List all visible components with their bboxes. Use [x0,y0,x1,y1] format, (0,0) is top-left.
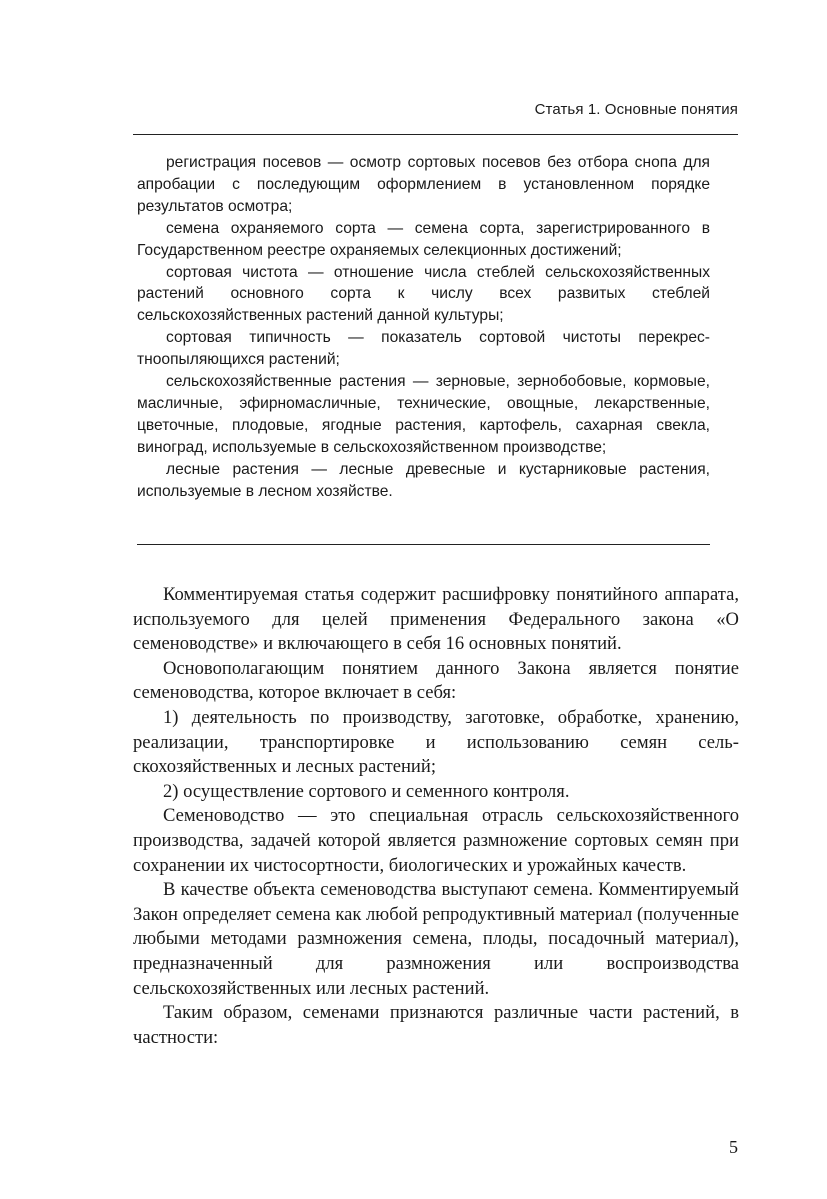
law-paragraph: семена охраняемого сорта — семена сорта, зарегистрированного в Государственном реестре охраняемых селекционных достижений; [137,219,710,259]
law-paragraph: регистрация посевов — осмотр сортовых посевов без отбора снопа для апробации с последующим оформлением в установленном порядке результатов осмотра; [137,154,710,215]
law-text-block [137,152,710,503]
commentary-paragraph: В качестве объекта семеноводства выступают семена. Комментируемый Закон определяет семена как любой репродуктивный материал (полученные любыми методами размножения семена, плоды, посадочный материал), предназначенный для размножения или воспроизводства сельскохозяйственных или лесных растений. [133,879,739,999]
page-number: 5 [729,1137,738,1157]
commentary-paragraph: Таким образом, семенами признаются различные части растений, в частности: [133,1002,739,1048]
commentary-paragraph: Основополагающим понятием данного Закона является понятие семеноводства, которое включает в себя: [133,657,739,704]
law-paragraph: сортовая чистота — отношение числа стеблей сельскохозяйственных растений основного сорта к числу всех развитых стеблей сельскохозяйственных растений данной культуры; [137,263,710,325]
running-header-title: Статья 1. Основные понятия [534,101,738,118]
commentary-block [133,583,739,1050]
commentary-paragraph: 1) деятельность по производству, заготовке, обработке, хранению, реализации, транспортировке и использованию семян сельскохозяйственных и лесных растений; [133,706,739,778]
commentary-paragraph: 2) осуществление сортового и семенного контроля. [163,780,570,802]
commentary-paragraph: Комментируемая статья содержит расшифровку понятийного аппарата, используемого для целей применения Федерального закона «О семеноводстве» и включающего в себя 16 основных понятий. [133,584,739,655]
law-paragraph: сортовая типичность — показатель сортовой чистоты перекрестноопыляющихся растений; [137,329,710,369]
law-paragraph: лесные растения — лесные древесные и кустарниковые растения, используемые в лесном хозяйстве. [137,460,710,500]
law-paragraph: сельскохозяйственные растения — зерновые, зернобобовые, кормовые, масличные, эфирномасличные, технические, овощные, лекарственные, цветочные, плодовые, ягодные растения, картофель, сахарная свекла, виноград, используемые в сельскохозяйственном производстве; [137,373,710,456]
commentary-paragraph: Семеноводство — это специальная отрасль сельскохозяйственного производства, задачей которой является размножение сортовых семян при сохранении их чистосортности, биологических и урожайных качеств. [133,805,739,876]
law-block-bottom-rule [137,544,710,545]
header-rule [133,134,738,135]
